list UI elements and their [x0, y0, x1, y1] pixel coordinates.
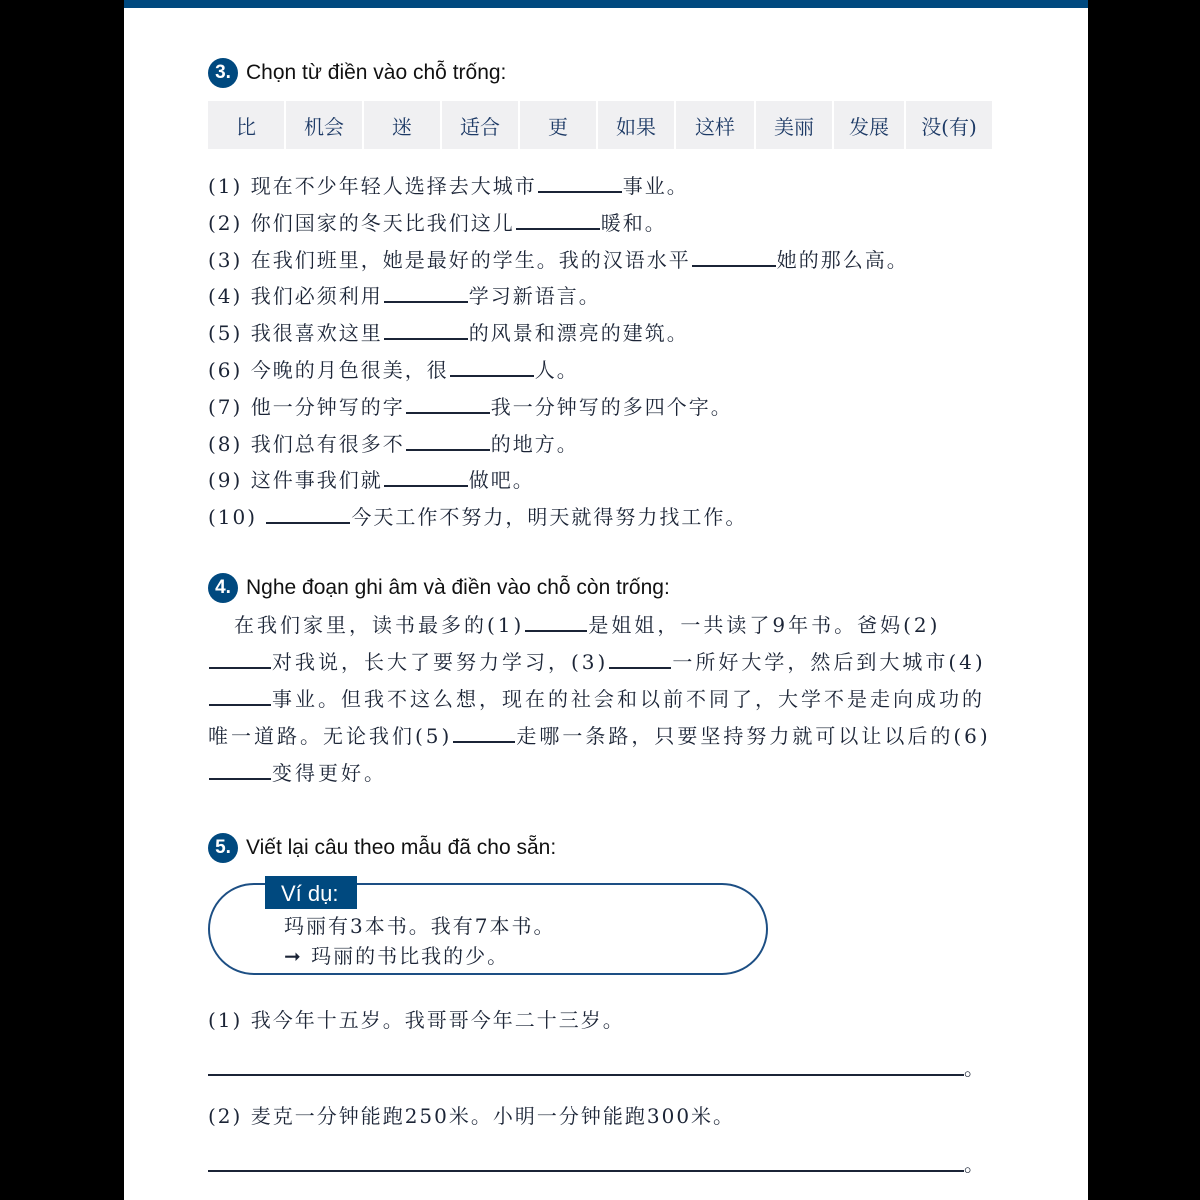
blank-number: (5)	[415, 724, 453, 748]
paragraph-text: 是姐姐，一共读了9年书。爸妈	[588, 613, 904, 637]
word-bank-cell: 机会	[286, 101, 362, 149]
exercise-number-badge: 3.	[208, 58, 238, 88]
blank-number: (1)	[487, 613, 525, 637]
answer-blank[interactable]	[538, 175, 622, 193]
fill-blank-item	[208, 391, 733, 420]
paragraph-text: 变得更好。	[272, 761, 387, 785]
answer-line[interactable]	[208, 1060, 964, 1076]
item-number: (4)	[208, 284, 243, 309]
fill-blank-item	[208, 354, 579, 383]
exercise-title: Viết lại câu theo mẫu đã cho sẵn:	[246, 836, 557, 859]
exercise-3-heading	[208, 58, 506, 88]
word-bank-cell: 如果	[598, 101, 674, 149]
item-number: (8)	[208, 431, 243, 456]
item-text-after: 人。	[534, 358, 579, 382]
item-number: (6)	[208, 358, 243, 382]
item-text: 我今年十五岁。我哥哥今年二十三岁。	[250, 1008, 625, 1032]
rewrite-item	[208, 1004, 625, 1033]
item-text-after: 暖和。	[600, 210, 667, 235]
exercise-5-heading	[208, 833, 556, 863]
item-text-after: 她的那么高。	[776, 247, 909, 272]
answer-blank[interactable]	[453, 725, 515, 743]
fill-blank-item	[208, 317, 689, 346]
item-text-before: 这件事我们就	[250, 468, 383, 493]
answer-blank[interactable]	[406, 396, 490, 414]
example-answer-text: 玛丽的书比我的少。	[311, 944, 510, 968]
paragraph-text: 走哪一条路，只要坚持努力就可以让以后的	[516, 724, 954, 748]
rewrite-item	[208, 1100, 735, 1129]
exercise-title: Nghe đoạn ghi âm và điền vào chỗ còn trống:	[246, 576, 670, 599]
item-text-after: 今天工作不努力，明天就得努力找工作。	[351, 505, 748, 530]
answer-blank[interactable]	[384, 469, 468, 487]
word-bank-cell: 美丽	[756, 101, 832, 149]
item-text-before: 他一分钟写的字	[250, 394, 405, 419]
fill-blank-item	[208, 207, 667, 236]
worksheet-page	[124, 0, 1088, 1200]
blank-number: (2)	[903, 613, 941, 637]
fill-blank-item	[208, 464, 535, 493]
answer-blank[interactable]	[609, 651, 671, 669]
answer-blank[interactable]	[384, 322, 468, 340]
blank-number: (4)	[948, 650, 986, 674]
item-text-after: 我一分钟写的多四个字。	[490, 394, 733, 419]
word-bank-cell: 更	[520, 101, 596, 149]
exercise-number-badge: 5.	[208, 833, 238, 863]
answer-blank[interactable]	[406, 433, 490, 451]
word-bank-cell: 迷	[364, 101, 440, 149]
item-text-before: 今晚的月色很美，很	[250, 358, 449, 382]
fill-blank-item	[208, 501, 747, 530]
item-number: (7)	[208, 394, 243, 419]
item-number: (1)	[208, 1008, 243, 1032]
word-bank-cell: 比	[208, 101, 284, 149]
fill-blank-item	[208, 170, 689, 199]
example-question: 玛丽有3本书。我有7本书。	[284, 914, 556, 938]
fill-blank-item	[208, 280, 601, 309]
item-number: (10)	[208, 505, 258, 530]
answer-blank[interactable]	[450, 359, 534, 377]
exercise-title: Chọn từ điền vào chỗ trống:	[246, 61, 507, 84]
item-text-after: 的地方。	[490, 431, 579, 456]
listening-paragraph	[208, 607, 998, 792]
answer-blank[interactable]	[525, 614, 587, 632]
item-text-after: 的风景和漂亮的建筑。	[468, 321, 689, 346]
period: 。	[964, 1056, 984, 1080]
answer-blank[interactable]	[266, 506, 350, 524]
answer-blank[interactable]	[384, 285, 468, 303]
item-number: (2)	[208, 210, 243, 235]
paragraph-text: 对我说，长大了要努力学习，	[272, 650, 571, 674]
paragraph-text: 事业。但我不这么想，现在的社会和以前不同了，大学不是走向成功的唯一道路。无论我们	[208, 687, 985, 748]
item-number: (2)	[208, 1104, 243, 1128]
item-number: (5)	[208, 321, 243, 346]
item-number: (3)	[208, 247, 243, 272]
item-text-before: 在我们班里，她是最好的学生。我的汉语水平	[250, 247, 691, 272]
answer-blank[interactable]	[209, 762, 271, 780]
paragraph-text: 在我们家里，读书最多的	[234, 613, 487, 637]
word-bank-cell: 没(有)	[906, 101, 992, 149]
answer-blank[interactable]	[209, 651, 271, 669]
arrow-icon: ➞	[284, 944, 303, 968]
item-text-before: 我们总有很多不	[250, 431, 405, 456]
fill-blank-item	[208, 428, 579, 457]
answer-line[interactable]	[208, 1156, 964, 1172]
word-bank-cell: 发展	[834, 101, 904, 149]
word-bank	[208, 101, 992, 149]
example-label: Ví dụ:	[265, 876, 357, 909]
answer-blank[interactable]	[516, 212, 600, 230]
blank-number: (6)	[953, 724, 991, 748]
example-answer	[284, 940, 509, 969]
item-text-before: 你们国家的冬天比我们这儿	[250, 210, 515, 235]
paragraph-text: 一所好大学，然后到大城市	[672, 650, 949, 674]
item-text-before: 我们必须利用	[250, 284, 383, 309]
exercise-4-heading	[208, 573, 670, 603]
answer-blank[interactable]	[692, 249, 776, 267]
answer-blank[interactable]	[209, 688, 271, 706]
item-text-before: 现在不少年轻人选择去大城市	[250, 174, 537, 198]
blank-number: (3)	[571, 650, 609, 674]
exercise-number-badge: 4.	[208, 573, 238, 603]
top-bar	[124, 0, 1088, 8]
item-text-after: 学习新语言。	[468, 284, 601, 309]
item-number: (9)	[208, 468, 243, 493]
fill-blank-item	[208, 244, 909, 273]
word-bank-cell: 适合	[442, 101, 518, 149]
item-text-before: 我很喜欢这里	[250, 321, 383, 346]
word-bank-cell: 这样	[676, 101, 754, 149]
item-text-after: 做吧。	[468, 468, 535, 493]
item-number: (1)	[208, 174, 243, 198]
item-text: 麦克一分钟能跑250米。小明一分钟能跑300米。	[250, 1104, 736, 1128]
period: 。	[964, 1152, 984, 1176]
item-text-after: 事业。	[622, 174, 689, 198]
